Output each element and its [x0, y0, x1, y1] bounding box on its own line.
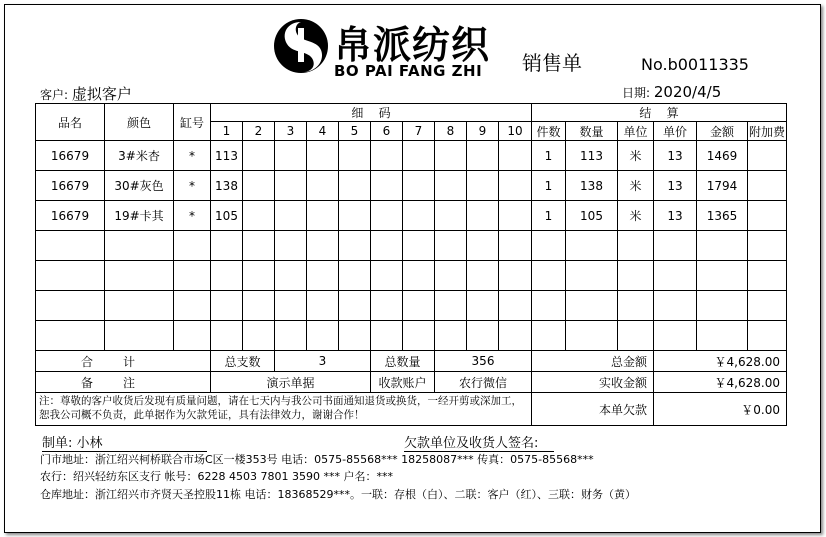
cell-unit: 米 — [618, 201, 654, 231]
table-row — [36, 171, 787, 201]
cell-pieces: 1 — [532, 201, 566, 231]
owed-label: 本单欠款 — [532, 393, 654, 426]
total-qty: 356 — [435, 351, 532, 372]
header-size: 3 — [275, 122, 307, 141]
header-size: 8 — [435, 122, 467, 141]
customer-label: 客户: — [40, 88, 69, 102]
table-row — [36, 201, 787, 231]
cell-amount: 1365 — [697, 201, 748, 231]
cell-pieces: 1 — [532, 141, 566, 171]
header-pieces: 件数 — [532, 122, 566, 141]
cell-color: 3#米杏 — [105, 141, 174, 171]
document-number: No.b0011335 — [641, 55, 749, 74]
cell-price: 13 — [654, 171, 697, 201]
total-amount-label: 总金额 — [532, 351, 654, 372]
header-size: 9 — [467, 122, 499, 141]
bank-info: 农行：绍兴轻纺东区支行 帐号：6228 4503 7801 3590 *** 户名：*** — [40, 470, 393, 483]
cell-pieces: 1 — [532, 171, 566, 201]
header-size: 10 — [499, 122, 532, 141]
cell-unit: 米 — [618, 141, 654, 171]
maker: 制单: 小林 — [42, 432, 207, 452]
notice-row — [36, 393, 787, 426]
date-label: 日期: — [622, 86, 651, 100]
demo-label: 演示单据 — [211, 372, 371, 393]
table-row-empty — [36, 231, 787, 261]
totals-row — [36, 351, 787, 372]
signature-line: 欠款单位及收货人签名: — [404, 432, 554, 452]
header-price: 单价 — [654, 122, 697, 141]
sales-table — [35, 103, 787, 426]
account-label: 收款账户 — [371, 372, 435, 393]
table-row — [36, 141, 787, 171]
cell-size-1: 105 — [211, 201, 243, 231]
cell-name: 16679 — [36, 171, 105, 201]
cell-amount: 1794 — [697, 171, 748, 201]
cell-name: 16679 — [36, 141, 105, 171]
header-size: 7 — [403, 122, 435, 141]
cell-qty: 105 — [566, 201, 618, 231]
header-settlement: 结 算 — [532, 104, 787, 122]
remark-row — [36, 372, 787, 393]
header-vat: 缸号 — [174, 104, 211, 141]
header-size: 2 — [243, 122, 275, 141]
date-line — [622, 83, 721, 101]
cell-price: 13 — [654, 141, 697, 171]
header-color: 颜色 — [105, 104, 174, 141]
cell-unit: 米 — [618, 171, 654, 201]
logo-english-name: BO PAI FANG ZHI — [334, 62, 483, 80]
cell-color: 19#卡其 — [105, 201, 174, 231]
header-name: 品名 — [36, 104, 105, 141]
cell-color: 30#灰色 — [105, 171, 174, 201]
customer-name: 虚拟客户 — [71, 85, 132, 103]
cell-amount: 1469 — [697, 141, 748, 171]
notice-text: 注：尊敬的客户收货后发现有质量问题，请在七天内与我公司书面通知退货或换货，一经开剪或深加工，恕我公司概不负责，此单据作为欠款凭证，具有法律效力，谢谢合作！ — [36, 393, 532, 426]
total-pieces: 3 — [275, 351, 371, 372]
cell-vat: * — [174, 171, 211, 201]
cell-qty: 113 — [566, 141, 618, 171]
owed-amount: ￥0.00 — [654, 393, 787, 426]
total-label: 合计 — [36, 351, 211, 372]
store-address: 门市地址：浙江绍兴柯桥联合市场C区一楼353号 电话：0575-85568*** 18258087*** 传真：0575-85568*** — [40, 453, 594, 466]
cell-price: 13 — [654, 201, 697, 231]
header-size: 4 — [307, 122, 339, 141]
document-date: 2020/4/5 — [653, 83, 722, 101]
cell-qty: 138 — [566, 171, 618, 201]
total-amount: ￥4,628.00 — [654, 351, 787, 372]
cell-vat: * — [174, 201, 211, 231]
customer-line — [40, 83, 132, 104]
warehouse-address: 仓库地址：浙江绍兴市齐贤天圣控股11栋 电话：18368529***。一联：存根（白）、二联：客户（红）、三联：财务（黄） — [40, 488, 636, 501]
document-title: 销售单 — [522, 51, 582, 75]
total-qty-label: 总数量 — [371, 351, 435, 372]
table-row-empty — [36, 291, 787, 321]
cell-size-1: 138 — [211, 171, 243, 201]
cell-vat: * — [174, 141, 211, 171]
header-size: 5 — [339, 122, 371, 141]
cell-size-1: 113 — [211, 141, 243, 171]
remark-label: 备注 — [36, 372, 211, 393]
header-amount: 金额 — [697, 122, 748, 141]
table-row-empty — [36, 321, 787, 351]
header-unit: 单位 — [618, 122, 654, 141]
table-row-empty — [36, 261, 787, 291]
header-qty: 数量 — [566, 122, 618, 141]
header-extra: 附加费 — [748, 122, 787, 141]
header-detail: 细 码 — [211, 104, 532, 122]
company-logo — [273, 12, 505, 80]
header-size: 6 — [371, 122, 403, 141]
logo-mark-icon — [273, 14, 329, 78]
received-label: 实收金额 — [532, 372, 654, 393]
bank-wechat-label: 农行微信 — [435, 372, 532, 393]
cell-name: 16679 — [36, 201, 105, 231]
logo-chinese-name: 帛派纺织 — [334, 23, 491, 67]
total-pieces-label: 总支数 — [211, 351, 275, 372]
header-size: 1 — [211, 122, 243, 141]
received-amount: ￥4,628.00 — [654, 372, 787, 393]
